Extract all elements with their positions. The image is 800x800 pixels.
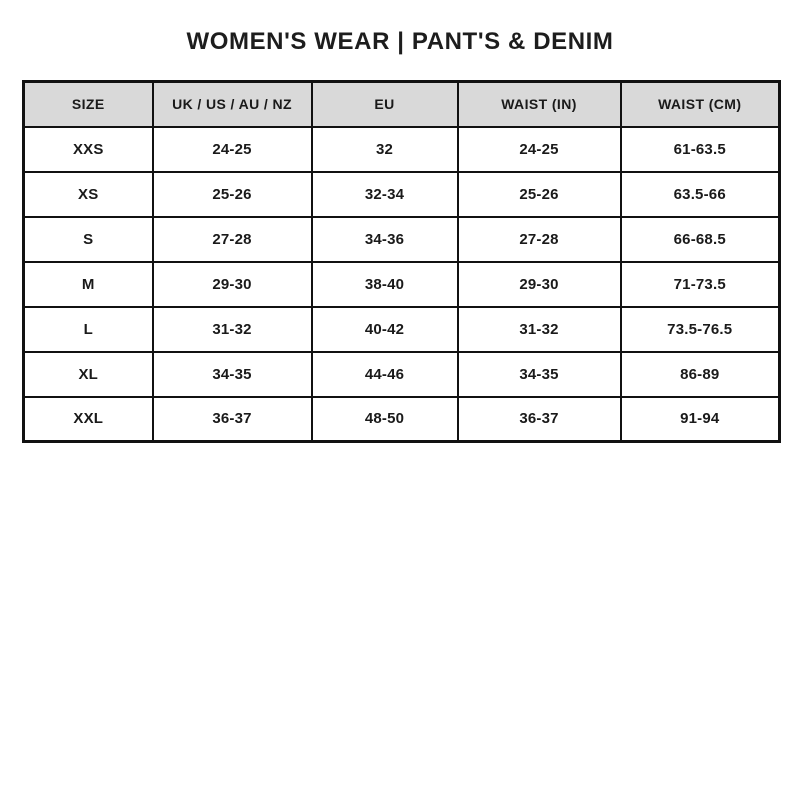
header-cell-eu: EU: [312, 82, 458, 127]
cell-waist-cm: 66-68.5: [621, 217, 780, 262]
header-cell-waist-in: WAIST (IN): [458, 82, 621, 127]
cell-waist-in: 34-35: [458, 352, 621, 397]
cell-uk-us-au-nz: 25-26: [153, 172, 312, 217]
cell-uk-us-au-nz: 27-28: [153, 217, 312, 262]
cell-waist-cm: 73.5-76.5: [621, 307, 780, 352]
cell-uk-us-au-nz: 31-32: [153, 307, 312, 352]
cell-size: XL: [24, 352, 153, 397]
page-title: WOMEN'S WEAR | PANT'S & DENIM: [186, 28, 614, 55]
cell-uk-us-au-nz: 36-37: [153, 397, 312, 442]
table-row-xxl: [24, 397, 780, 442]
table-row-xl: [24, 352, 780, 397]
cell-waist-in: 25-26: [458, 172, 621, 217]
header-row: [24, 82, 780, 127]
cell-waist-in: 29-30: [458, 262, 621, 307]
cell-uk-us-au-nz: 29-30: [153, 262, 312, 307]
cell-eu: 32: [312, 127, 458, 172]
cell-size: M: [24, 262, 153, 307]
size-chart-table: [22, 80, 781, 443]
cell-size: XXL: [24, 397, 153, 442]
table-row-s: [24, 217, 780, 262]
table-row-m: [24, 262, 780, 307]
cell-eu: 34-36: [312, 217, 458, 262]
header-cell-size: SIZE: [24, 82, 153, 127]
header-cell-uk-us-au-nz: UK / US / AU / NZ: [153, 82, 312, 127]
cell-waist-cm: 91-94: [621, 397, 780, 442]
cell-waist-cm: 86-89: [621, 352, 780, 397]
cell-waist-in: 24-25: [458, 127, 621, 172]
cell-eu: 48-50: [312, 397, 458, 442]
cell-eu: 40-42: [312, 307, 458, 352]
table-row-l: [24, 307, 780, 352]
table-header: [24, 82, 780, 127]
table-row-xs: [24, 172, 780, 217]
cell-eu: 44-46: [312, 352, 458, 397]
cell-uk-us-au-nz: 34-35: [153, 352, 312, 397]
cell-waist-in: 27-28: [458, 217, 621, 262]
cell-waist-cm: 71-73.5: [621, 262, 780, 307]
cell-size: XXS: [24, 127, 153, 172]
header-cell-waist-cm: WAIST (CM): [621, 82, 780, 127]
cell-waist-in: 36-37: [458, 397, 621, 442]
cell-waist-in: 31-32: [458, 307, 621, 352]
table-row-xxs: [24, 127, 780, 172]
cell-size: S: [24, 217, 153, 262]
cell-uk-us-au-nz: 24-25: [153, 127, 312, 172]
cell-size: XS: [24, 172, 153, 217]
cell-eu: 38-40: [312, 262, 458, 307]
table-body: [24, 127, 780, 442]
cell-eu: 32-34: [312, 172, 458, 217]
cell-waist-cm: 61-63.5: [621, 127, 780, 172]
cell-size: L: [24, 307, 153, 352]
cell-waist-cm: 63.5-66: [621, 172, 780, 217]
